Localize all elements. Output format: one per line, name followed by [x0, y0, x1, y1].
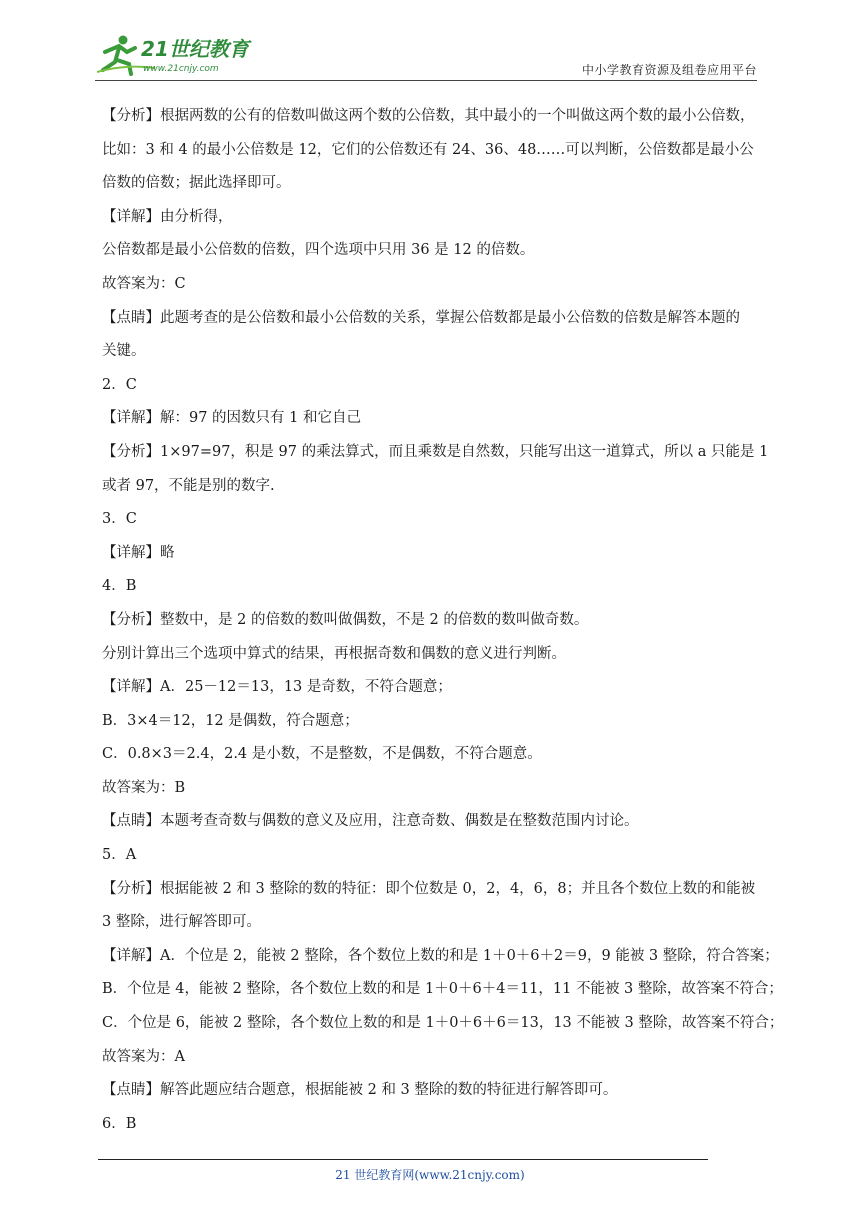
- text-line: 5．A: [102, 847, 137, 864]
- text-line: 【分析】根据能被 2 和 3 整除的数的特征：即个位数是 0，2，4，6，8；并且各个数位上数的和能被: [102, 880, 756, 897]
- text-line: 3．C: [102, 511, 137, 528]
- logo-text: 21世纪教育: [141, 37, 249, 61]
- text-line: 倍数的倍数；据此选择即可。: [102, 175, 291, 192]
- text-line: 或者 97，不能是别的数字.: [102, 477, 275, 494]
- answer-content: [102, 100, 784, 1141]
- text-line: 【分析】整数中，是 2 的倍数的数叫做偶数，不是 2 的倍数的数叫做奇数。: [102, 611, 589, 628]
- logo-url: www.21cnjy.com: [143, 64, 219, 74]
- page-header: [95, 28, 757, 80]
- text-line: B．个位是 4，能被 2 整除，各个数位上数的和是 1＋0＋6＋4＝11，11 不能被 3 整除，故答案不符合；: [102, 981, 783, 998]
- text-line: 【详解】解：97 的因数只有 1 和它自己: [102, 410, 362, 427]
- text-line: B．3×4＝12，12 是偶数，符合题意；: [102, 712, 359, 729]
- text-line: 故答案为：A: [102, 1048, 185, 1065]
- text-line: C．0.8×3＝2.4，2.4 是小数，不是整数，不是偶数，不符合题意。: [102, 746, 542, 763]
- text-line: 6．B: [102, 1115, 137, 1132]
- text-line: 4．B: [102, 578, 137, 595]
- text-line: 分别计算出三个选项中算式的结果，再根据奇数和偶数的意义进行判断。: [102, 645, 566, 662]
- platform-name: 中小学教育资源及组卷应用平台: [581, 63, 757, 77]
- text-line: 比如：3 和 4 的最小公倍数是 12，它们的公倍数还有 24、36、48……可以判断，公倍数都是最小公: [102, 141, 754, 158]
- header-divider: [95, 80, 757, 81]
- text-line: 【分析】1×97=97，积是 97 的乘法算式，而且乘数是自然数，只能写出这一道算式，所以 a 只能是 1: [102, 443, 769, 460]
- text-line: 2．C: [102, 376, 137, 393]
- text-line: 【点睛】本题考查奇数与偶数的意义及应用，注意奇数、偶数是在整数范围内讨论。: [102, 813, 639, 830]
- text-line: C．个位是 6，能被 2 整除，各个数位上数的和是 1＋0＋6＋6＝13，13 不能被 3 整除，故答案不符合；: [102, 1015, 784, 1032]
- text-line: 【详解】略: [102, 544, 175, 561]
- footer-source: 21 世纪教育网(www.21cnjy.com): [335, 1168, 525, 1182]
- logo-21cnjy: [95, 32, 265, 76]
- text-line: 【分析】根据两数的公有的倍数叫做这两个数的公倍数，其中最小的一个叫做这两个数的最小公倍数，: [102, 108, 755, 124]
- text-line: 3 整除，进行解答即可。: [102, 914, 261, 931]
- text-line: 故答案为：B: [102, 779, 186, 796]
- text-line: 【点睛】此题考查的是公倍数和最小公倍数的关系，掌握公倍数都是最小公倍数的倍数是解答本题的: [102, 309, 740, 326]
- footer-divider: [98, 1159, 708, 1160]
- text-line: 公倍数都是最小公倍数的倍数，四个选项中只用 36 是 12 的倍数。: [102, 242, 535, 259]
- text-line: 【详解】A．25－12＝13，13 是奇数，不符合题意；: [102, 679, 452, 696]
- text-line: 关键。: [102, 343, 146, 360]
- text-line: 【详解】由分析得，: [102, 208, 233, 225]
- text-line: 【详解】A．个位是 2，能被 2 整除，各个数位上数的和是 1＋0＋6＋2＝9，9 能被 3 整除，符合答案；: [102, 947, 779, 964]
- text-line: 故答案为：C: [102, 275, 186, 292]
- text-line: 【点睛】解答此题应结合题意，根据能被 2 和 3 整除的数的特征进行解答即可。: [102, 1082, 618, 1099]
